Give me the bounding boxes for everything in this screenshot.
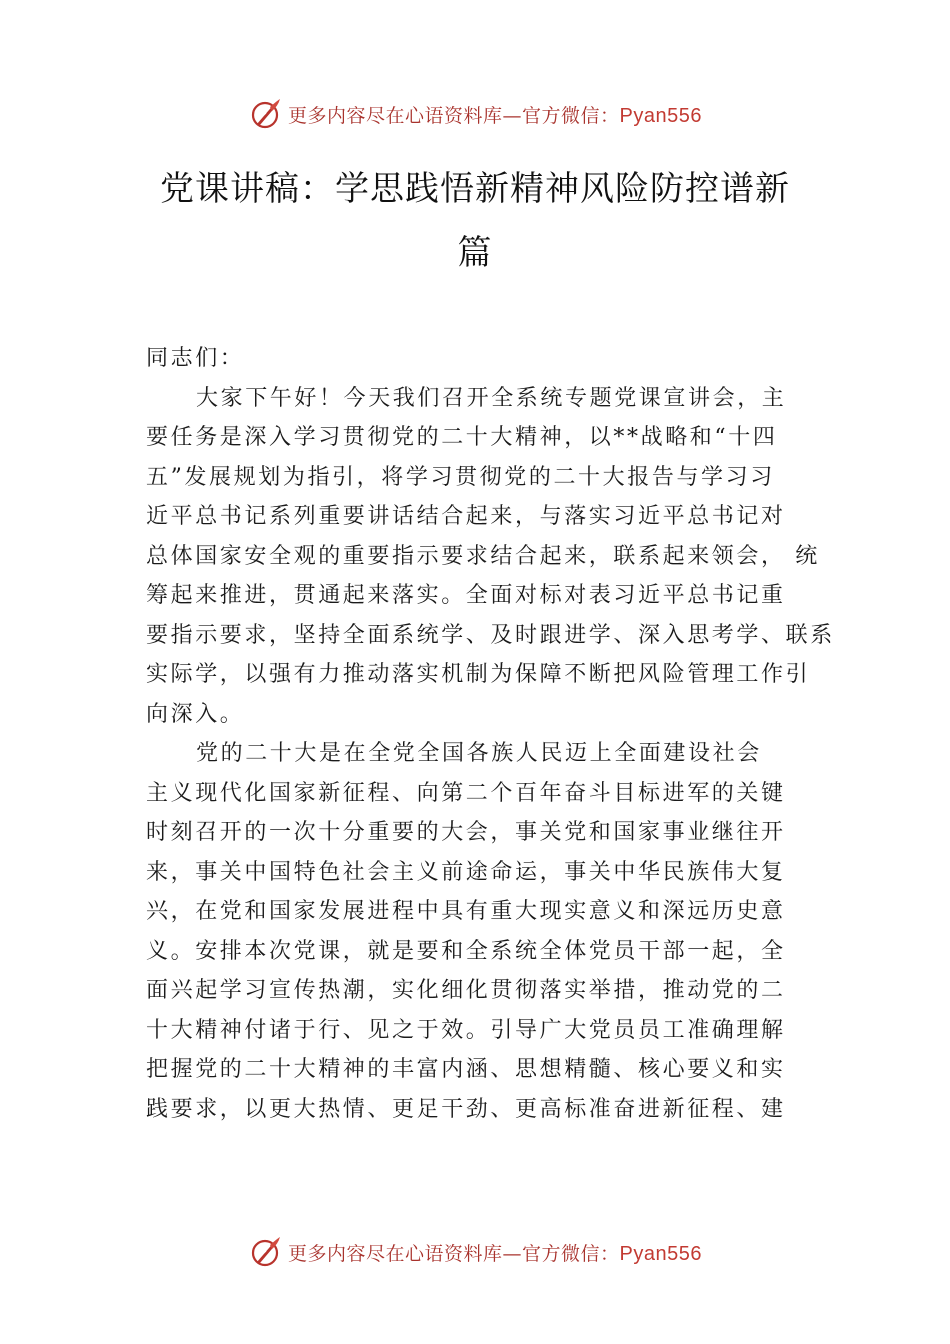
feather-pen-seal-icon [248, 97, 282, 131]
body-line: 筹起来推进，贯通起来落实。全面对标对表习近平总书记重 [146, 583, 786, 608]
watermark-wechat-id: Pyan556 [619, 1242, 702, 1265]
watermark-wechat-id: Pyan556 [619, 104, 702, 127]
body-line: 五”发展规划为指引，将学习贯彻党的二十大报告与学习习 [146, 464, 775, 490]
document-title-line1: 党课讲稿：学思践悟新精神风险防控谱新 [160, 169, 790, 209]
body-line: 把握党的二十大精神的丰富内涵、思想精髓、核心要义和实 [146, 1057, 786, 1082]
body-line: 近平总书记系列重要讲话结合起来，与落实习近平总书记对 [146, 504, 786, 529]
body-line: 来，事关中国特色社会主义前途命运，事关中华民族伟大复 [146, 859, 786, 885]
body-line: 十大精神付诸于行、见之于效。引导广大党员员工准确理解 [146, 1017, 786, 1043]
body-line: 党的二十大是在全党全国各族人民迈上全面建设社会 [196, 741, 762, 766]
document-title [140, 157, 810, 285]
footer-watermark [0, 1232, 950, 1272]
document-body [146, 339, 835, 1129]
body-line: 要任务是深入学习贯彻党的二十大精神，以**战略和“十四 [146, 425, 778, 450]
body-line: 实际学，以强有力推动落实机制为保障不断把风险管理工作引 [146, 662, 811, 687]
body-line: 义。安排本次党课，就是要和全系统全体党员干部一起，全 [146, 938, 786, 964]
body-line: 面兴起学习宣传热潮，实化细化贯彻落实举措，推动党的二 [146, 978, 786, 1003]
body-line: 总体国家安全观的重要指示要求结合起来，联系起来领会， 统 [146, 543, 820, 569]
body-line: 大家下午好！今天我们召开全系统专题党课宣讲会，主 [196, 385, 787, 411]
body-line: 向深入。 [146, 701, 245, 727]
body-line: 时刻召开的一次十分重要的大会，事关党和国家事业继往开 [146, 820, 786, 845]
document-title-line2: 篇 [457, 233, 493, 273]
watermark-text: 更多内容尽在心语资料库—官方微信：Pyan556 [288, 104, 702, 127]
body-line: 践要求，以更大热情、更足干劲、更高标准奋进新征程、建 [146, 1096, 786, 1122]
watermark-text: 更多内容尽在心语资料库—官方微信：Pyan556 [288, 1242, 702, 1265]
body-line: 兴，在党和国家发展进程中具有重大现实意义和深远历史意 [146, 899, 786, 924]
feather-pen-seal-icon [248, 1235, 282, 1269]
header-watermark [0, 94, 950, 134]
body-line: 主义现代化国家新征程、向第二个百年奋斗目标进军的关键 [146, 780, 786, 806]
salutation: 同志们： [146, 346, 245, 371]
body-line: 要指示要求，坚持全面系统学、及时跟进学、深入思考学、联系 [146, 622, 835, 648]
